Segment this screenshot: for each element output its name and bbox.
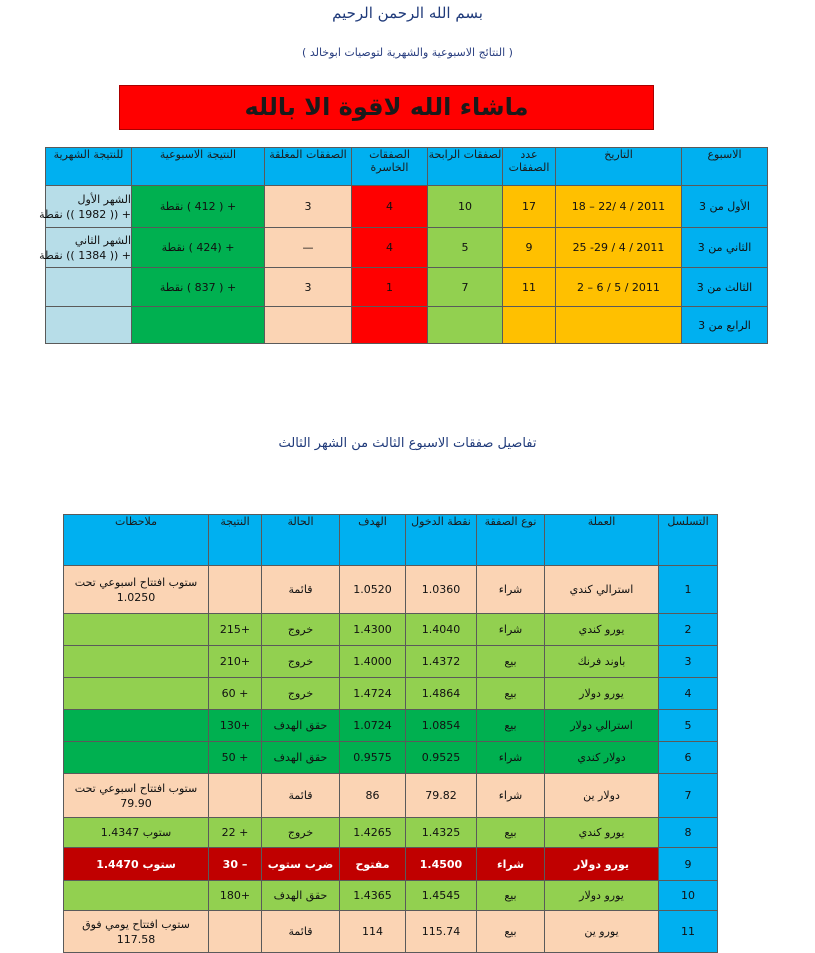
target-cell: 1.0724 <box>340 710 406 742</box>
col-entry: نقطة الدخول <box>406 515 477 566</box>
trade-details-table <box>63 514 718 953</box>
result-cell: + 50 <box>209 742 262 774</box>
serial-cell: 11 <box>659 911 718 953</box>
currency-cell: يورو دولار <box>545 678 659 710</box>
entry-cell: 1.4325 <box>406 818 477 848</box>
col-notes: ملاحظات <box>64 515 209 566</box>
date-cell: 18 – 22/ 4 / 2011 <box>556 186 682 228</box>
result-cell: +130 <box>209 710 262 742</box>
week-cell: الأول من 3 <box>682 186 768 228</box>
status-cell: حقق الهدف <box>262 710 340 742</box>
result-cell <box>209 911 262 953</box>
type-cell: بيع <box>477 818 545 848</box>
type-cell: شراء <box>477 774 545 818</box>
result-cell: +215 <box>209 614 262 646</box>
col-count: عدد الصفقات <box>503 148 556 186</box>
col-type: نوع الصفقة <box>477 515 545 566</box>
winning-cell: 5 <box>428 228 503 268</box>
serial-cell: 4 <box>659 678 718 710</box>
entry-cell: 1.4864 <box>406 678 477 710</box>
count-cell <box>503 307 556 344</box>
page-subtitle: ( النتائج الاسبوعية والشهرية لتوصيات ابوخالد ) <box>302 46 513 59</box>
winning-cell: 7 <box>428 268 503 307</box>
type-cell: شراء <box>477 614 545 646</box>
table-row <box>64 911 718 953</box>
result-cell: + 60 <box>209 678 262 710</box>
details-header-row <box>64 515 718 566</box>
monthly-label: الشهر الأول <box>77 192 131 206</box>
date-cell: 2 – 6 / 5 / 2011 <box>556 268 682 307</box>
weekly-cell: + (424 ) نقطة <box>132 228 265 268</box>
target-cell: 1.4365 <box>340 881 406 911</box>
type-cell: بيع <box>477 678 545 710</box>
count-cell: 11 <box>503 268 556 307</box>
target-cell: 1.4000 <box>340 646 406 678</box>
type-cell: بيع <box>477 646 545 678</box>
closed-cell: 3 <box>265 268 352 307</box>
table-row <box>46 186 768 228</box>
monthly-cell <box>39 186 132 228</box>
notes-cell <box>64 881 209 911</box>
count-cell: 17 <box>503 186 556 228</box>
notes-cell: ستوب افتتاح اسبوعي تحت 1.0250 <box>64 566 209 614</box>
target-cell: 1.4265 <box>340 818 406 848</box>
type-cell: شراء <box>477 848 545 881</box>
status-cell: حقق الهدف <box>262 742 340 774</box>
col-weekly: النتيجة الاسبوعية <box>132 148 265 186</box>
status-cell: ضرب ستوب <box>262 848 340 881</box>
week-cell: الثالث من 3 <box>682 268 768 307</box>
entry-cell: 1.4372 <box>406 646 477 678</box>
table-row <box>64 881 718 911</box>
table-row <box>46 307 768 344</box>
entry-cell: 0.9525 <box>406 742 477 774</box>
losing-cell: 4 <box>352 186 428 228</box>
target-cell: 1.4724 <box>340 678 406 710</box>
col-date: التاريخ <box>556 148 682 186</box>
col-losing: الصفقات الخاسرة <box>352 148 428 186</box>
weekly-cell: + ( 837 ) نقطة <box>132 268 265 307</box>
currency-cell: دولار ين <box>545 774 659 818</box>
type-cell: بيع <box>477 911 545 953</box>
serial-cell: 3 <box>659 646 718 678</box>
type-cell: شراء <box>477 742 545 774</box>
entry-cell: 115.74 <box>406 911 477 953</box>
serial-cell: 9 <box>659 848 718 881</box>
entry-cell: 1.4545 <box>406 881 477 911</box>
entry-cell: 1.0360 <box>406 566 477 614</box>
notes-cell: ستوب افتتاح اسبوعي تحت 79.90 <box>64 774 209 818</box>
col-week: الاسبوع <box>682 148 768 186</box>
currency-cell: يورو دولار <box>545 848 659 881</box>
notes-cell: ستوب 1.4347 <box>64 818 209 848</box>
result-cell <box>209 774 262 818</box>
serial-cell: 6 <box>659 742 718 774</box>
currency-cell: يورو ين <box>545 911 659 953</box>
week-cell: الرابع من 3 <box>682 307 768 344</box>
winning-cell <box>428 307 503 344</box>
losing-cell: 1 <box>352 268 428 307</box>
status-cell: حقق الهدف <box>262 881 340 911</box>
notes-cell <box>64 742 209 774</box>
table-row <box>64 614 718 646</box>
date-cell <box>556 307 682 344</box>
notes-cell: ستوب افتتاح يومي فوق 117.58 <box>64 911 209 953</box>
currency-cell: استرالي دولار <box>545 710 659 742</box>
entry-cell: 1.4500 <box>406 848 477 881</box>
count-cell: 9 <box>503 228 556 268</box>
status-cell: خروج <box>262 614 340 646</box>
date-cell: 25 -29 / 4 / 2011 <box>556 228 682 268</box>
result-cell: +210 <box>209 646 262 678</box>
col-result: النتيجة <box>209 515 262 566</box>
target-cell: مفتوح <box>340 848 406 881</box>
serial-cell: 5 <box>659 710 718 742</box>
currency-cell: دولار كندي <box>545 742 659 774</box>
col-currency: العملة <box>545 515 659 566</box>
col-target: الهدف <box>340 515 406 566</box>
table-row <box>64 774 718 818</box>
section-title: تفاصيل صفقات الاسبوع الثالث من الشهر الثالث <box>278 436 537 451</box>
col-winning: لصفقات الرابحة <box>428 148 503 186</box>
currency-cell: استرالي كندي <box>545 566 659 614</box>
target-cell: 1.4300 <box>340 614 406 646</box>
table-row <box>64 646 718 678</box>
status-cell: قائمة <box>262 566 340 614</box>
result-cell: +180 <box>209 881 262 911</box>
target-cell: 1.0520 <box>340 566 406 614</box>
status-cell: قائمة <box>262 911 340 953</box>
notes-cell <box>64 646 209 678</box>
weekly-cell: + ( 412 ) نقطة <box>132 186 265 228</box>
currency-cell: يورو كندي <box>545 614 659 646</box>
type-cell: شراء <box>477 566 545 614</box>
table-row <box>64 742 718 774</box>
col-closed: الصفقات المغلقة <box>265 148 352 186</box>
monthly-label: الشهر الثاني <box>74 233 131 247</box>
col-status: الحالة <box>262 515 340 566</box>
col-serial: التسلسل <box>659 515 718 566</box>
currency-cell: يورو دولار <box>545 881 659 911</box>
closed-cell <box>265 307 352 344</box>
monthly-cell <box>46 307 132 344</box>
currency-cell: يورو كندي <box>545 818 659 848</box>
entry-cell: 1.0854 <box>406 710 477 742</box>
target-cell: 86 <box>340 774 406 818</box>
col-monthly: للنتيجة الشهرية <box>46 148 132 186</box>
table-row <box>64 678 718 710</box>
table-row <box>46 228 768 268</box>
entry-cell: 79.82 <box>406 774 477 818</box>
result-cell <box>209 566 262 614</box>
serial-cell: 2 <box>659 614 718 646</box>
table-row <box>64 848 718 881</box>
serial-cell: 1 <box>659 566 718 614</box>
table-row <box>64 566 718 614</box>
week-cell: الثاني من 3 <box>682 228 768 268</box>
serial-cell: 10 <box>659 881 718 911</box>
monthly-cell <box>46 268 132 307</box>
monthly-value: + (( 1982 )) نقطة <box>39 207 131 221</box>
winning-cell: 10 <box>428 186 503 228</box>
table-row <box>64 710 718 742</box>
losing-cell <box>352 307 428 344</box>
table-row <box>46 268 768 307</box>
losing-cell: 4 <box>352 228 428 268</box>
closed-cell: — <box>265 228 352 268</box>
monthly-value: + (( 1384 )) نقطة <box>39 248 131 262</box>
closed-cell: 3 <box>265 186 352 228</box>
basmala-heading: بسم الله الرحمن الرحيم <box>332 4 483 22</box>
status-cell: خروج <box>262 646 340 678</box>
result-cell: + 22 <box>209 818 262 848</box>
weekly-results-table <box>39 147 768 344</box>
target-cell: 114 <box>340 911 406 953</box>
result-cell: – 30 <box>209 848 262 881</box>
notes-cell: ستوب 1.4470 <box>64 848 209 881</box>
target-cell: 0.9575 <box>340 742 406 774</box>
type-cell: بيع <box>477 881 545 911</box>
notes-cell <box>64 710 209 742</box>
weekly-header-row <box>46 148 768 186</box>
weekly-cell <box>132 307 265 344</box>
notes-cell <box>64 614 209 646</box>
table-row <box>64 818 718 848</box>
status-cell: خروج <box>262 818 340 848</box>
status-cell: قائمة <box>262 774 340 818</box>
monthly-cell <box>39 228 132 268</box>
type-cell: بيع <box>477 710 545 742</box>
banner: ماشاء الله لاقوة الا بالله <box>119 85 654 130</box>
entry-cell: 1.4040 <box>406 614 477 646</box>
notes-cell <box>64 678 209 710</box>
serial-cell: 8 <box>659 818 718 848</box>
serial-cell: 7 <box>659 774 718 818</box>
currency-cell: باوند فرنك <box>545 646 659 678</box>
status-cell: خروج <box>262 678 340 710</box>
